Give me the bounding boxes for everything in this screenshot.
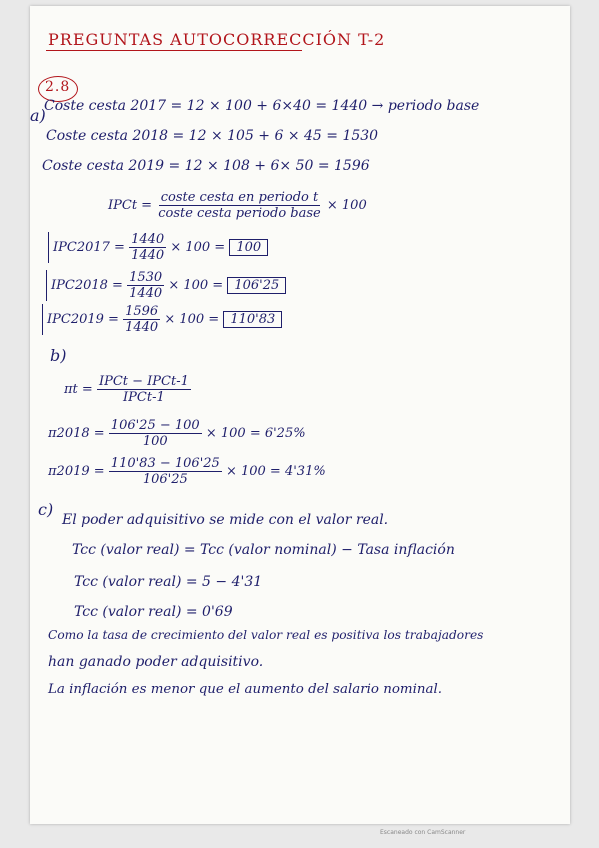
ipc-numerator: coste cesta en periodo t xyxy=(160,190,319,205)
part-b-label: b) xyxy=(50,346,67,365)
pi-2018-fraction xyxy=(109,418,202,449)
ipc-2018-result: 106'25 xyxy=(227,277,286,294)
ipc-2019-fraction xyxy=(123,304,160,335)
pi-formula xyxy=(64,374,191,405)
ipc-2018-fraction xyxy=(127,270,164,301)
ipc-2017-num: 1440 xyxy=(131,232,165,247)
ipc-2018-rhs: × 100 = xyxy=(168,278,224,293)
pi-2018-num: 106'25 − 100 xyxy=(110,418,200,433)
ipc-2019-row xyxy=(42,304,282,335)
pi-2018-den: 100 xyxy=(142,434,168,449)
part-c-label: c) xyxy=(38,500,54,519)
ipc-2019-result: 110'83 xyxy=(223,311,282,328)
ipc-2017-den: 1440 xyxy=(131,248,165,263)
pi-2019-num: 110'83 − 106'25 xyxy=(110,456,220,471)
coste-2018-line: Coste cesta 2018 = 12 × 105 + 6 × 45 = 1530 xyxy=(46,128,379,144)
ipc-2019-den: 1440 xyxy=(125,320,159,335)
ipc-2019-rhs: × 100 = xyxy=(164,312,220,327)
pi-2019-rhs: × 100 = 4'31% xyxy=(225,464,326,479)
ipc-formula xyxy=(108,190,367,221)
ipc-2018-den: 1440 xyxy=(129,286,163,301)
part-c-line-1: El poder adquisitivo se mide con el valor real. xyxy=(62,512,389,528)
ipc-2018-row xyxy=(46,270,286,301)
ipc-fraction xyxy=(156,190,323,221)
coste-2017-line: Coste cesta 2017 = 12 × 100 + 6×40 = 1440 → periodo base xyxy=(44,98,480,114)
title-underline xyxy=(46,50,302,51)
pi-2018-rhs: × 100 = 6'25% xyxy=(205,426,306,441)
ipc-2017-fraction xyxy=(129,232,166,263)
coste-2019-line: Coste cesta 2019 = 12 × 108 + 6× 50 = 1596 xyxy=(42,158,370,174)
pi-2019-lhs: π2019 = xyxy=(48,464,105,479)
pi-2019-row xyxy=(48,456,326,487)
pi-denominator: IPCt-1 xyxy=(123,390,165,405)
pi-2019-den: 106'25 xyxy=(142,472,188,487)
ipc-2017-lhs: IPC2017 = xyxy=(53,240,125,255)
pi-2018-row xyxy=(48,418,306,449)
ipc-2017-rhs: × 100 = xyxy=(170,240,226,255)
pi-2019-fraction xyxy=(109,456,222,487)
pi-fraction xyxy=(97,374,191,405)
ipc-2019-lhs: IPC2019 = xyxy=(47,312,119,327)
part-a-label: a) xyxy=(30,106,46,125)
ipc-lhs: IPCt = xyxy=(108,198,153,213)
pi-2018-lhs: π2018 = xyxy=(48,426,105,441)
ipc-2017-row xyxy=(48,232,268,263)
pi-numerator: IPCt − IPCt-1 xyxy=(98,374,189,389)
ipc-2018-num: 1530 xyxy=(129,270,163,285)
ipc-2019-num: 1596 xyxy=(125,304,159,319)
ipc-denominator: coste cesta periodo base xyxy=(158,206,321,221)
ipc-2018-lhs: IPC2018 = xyxy=(51,278,123,293)
scanner-footer: Escaneado con CamScanner xyxy=(380,829,466,836)
ipc-rhs: × 100 xyxy=(326,198,367,213)
part-c-line-7: La inflación es menor que el aumento del salario nominal. xyxy=(48,682,443,697)
part-c-line-6: han ganado poder adquisitivo. xyxy=(48,654,264,670)
ipc-2017-result: 100 xyxy=(229,239,268,256)
part-c-line-2: Tcc (valor real) = Tcc (valor nominal) − Tasa inflación xyxy=(72,542,455,558)
part-c-line-5: Como la tasa de crecimiento del valor real es positiva los trabajadores xyxy=(48,628,484,642)
page-title: PREGUNTAS AUTOCORRECCIÓN T-2 xyxy=(48,30,386,49)
pi-lhs: πt = xyxy=(64,382,93,397)
part-c-line-3: Tcc (valor real) = 5 − 4'31 xyxy=(74,574,263,590)
part-c-line-4: Tcc (valor real) = 0'69 xyxy=(74,604,233,620)
exercise-number: 2.8 xyxy=(45,79,71,95)
